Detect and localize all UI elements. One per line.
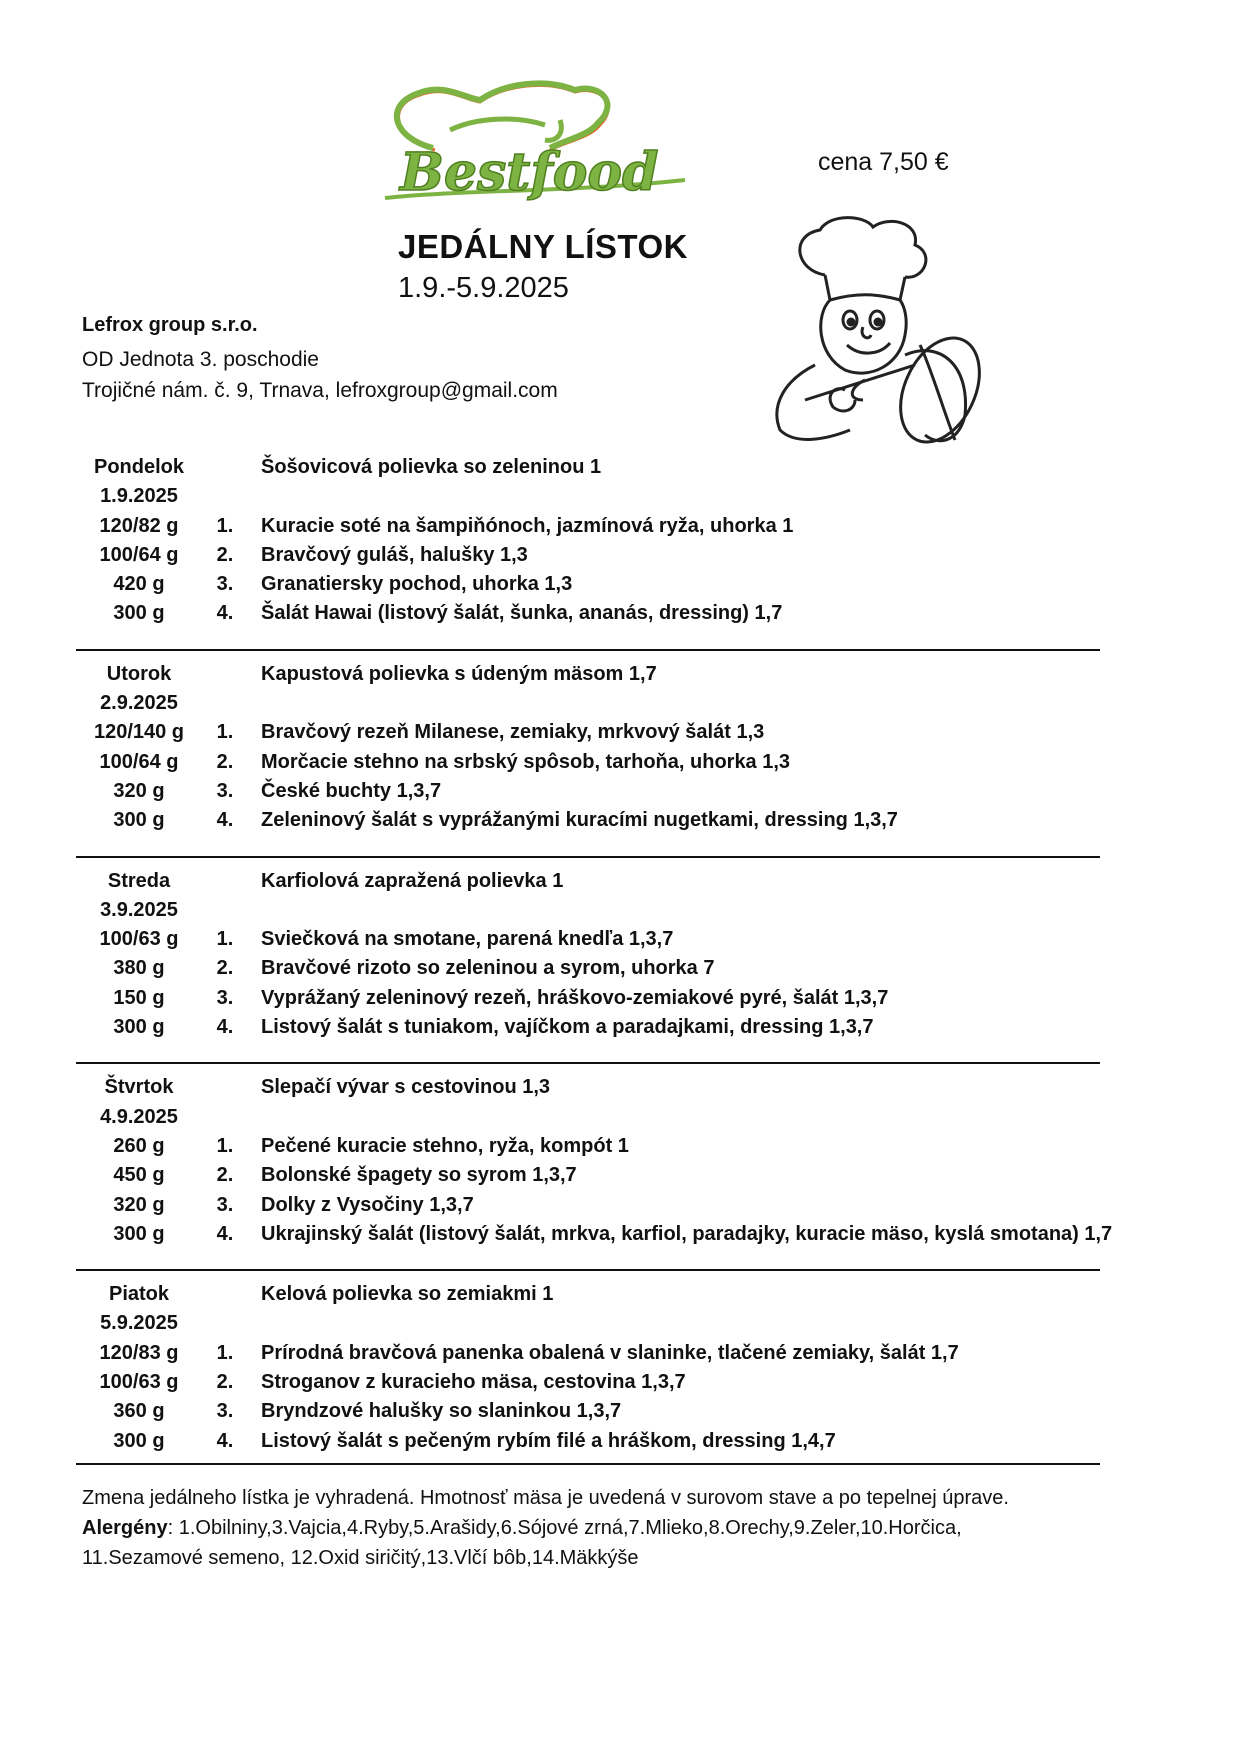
day-date-row xyxy=(76,1106,1100,1135)
allergens-list-1: : 1.Obilniny,3.Vajcia,4.Ryby,5.Arašidy,6.Sójové zrná,7.Mlieko,8.Orechy,9.Zeler,10.Horčica, xyxy=(167,1517,962,1539)
meal-number: 3. xyxy=(216,779,234,802)
meal-weight: 100/63 g xyxy=(99,928,179,951)
day-header-row xyxy=(76,663,1100,692)
meal-number: 2. xyxy=(216,1371,234,1394)
meal-dish: Stroganov z kuracieho mäsa, cestovina 1,3,7 xyxy=(261,1371,686,1394)
day-block xyxy=(76,456,1100,632)
menu-title: JEDÁLNY LÍSTOK xyxy=(398,228,688,265)
meal-number: 4. xyxy=(216,1222,234,1245)
chef-illustration xyxy=(755,215,1015,455)
meal-dish: Listový šalát s pečeným rybím filé a hráškom, dressing 1,4,7 xyxy=(261,1429,836,1452)
day-date-row xyxy=(76,485,1100,514)
day-date-row xyxy=(76,1312,1100,1341)
soup: Šošovicová polievka so zeleninou 1 xyxy=(261,456,602,478)
day-date: 2.9.2025 xyxy=(100,692,178,715)
meal-weight: 320 g xyxy=(113,779,165,802)
meal-row xyxy=(76,751,1100,780)
soup: Kapustová polievka s údeným mäsom 1,7 xyxy=(261,662,657,685)
meal-row xyxy=(76,1371,1100,1400)
meal-weight: 100/63 g xyxy=(99,1371,179,1394)
day-separator xyxy=(76,856,1100,858)
meal-weight: 120/82 g xyxy=(99,514,179,537)
price-label: cena 7,50 € xyxy=(818,148,949,176)
meal-dish: Zeleninový šalát s vyprážanými kuracími nugetkami, dressing 1,3,7 xyxy=(261,809,898,832)
company-name: Lefrox group s.r.o. xyxy=(82,314,258,336)
meal-weight: 320 g xyxy=(113,1193,165,1216)
day-date-row xyxy=(76,692,1100,721)
day-block xyxy=(76,663,1100,839)
meal-weight: 100/64 g xyxy=(99,543,179,566)
meal-number: 3. xyxy=(216,1193,234,1216)
meal-number: 4. xyxy=(216,809,234,832)
day-separator xyxy=(76,649,1100,651)
meal-weight: 300 g xyxy=(113,602,165,625)
meal-row xyxy=(76,721,1100,750)
meal-number: 3. xyxy=(216,1400,234,1423)
meal-dish: Bravčový rezeň Milanese, zemiaky, mrkvový šalát 1,3 xyxy=(261,721,765,744)
meal-row xyxy=(76,1164,1100,1193)
footer-note: Zmena jedálneho lístka je vyhradená. Hmotnosť mäsa je uvedená v surovom stave a po tepelnej úprave. xyxy=(82,1487,1009,1509)
meal-dish: Granatiersky pochod, uhorka 1,3 xyxy=(261,573,573,596)
meal-dish: České buchty 1,3,7 xyxy=(261,779,442,802)
meal-number: 1. xyxy=(216,928,234,951)
allergens-label: Alergény xyxy=(82,1517,168,1539)
meal-weight: 100/64 g xyxy=(99,750,179,773)
meal-number: 1. xyxy=(216,1341,234,1364)
day-name: Štvrtok xyxy=(104,1076,174,1099)
day-date: 5.9.2025 xyxy=(100,1312,178,1335)
meal-row xyxy=(76,515,1100,544)
meal-number: 2. xyxy=(216,543,234,566)
day-separator xyxy=(76,1269,1100,1271)
meal-row xyxy=(76,1400,1100,1429)
day-separator xyxy=(76,1463,1100,1465)
meal-dish: Bryndzové halušky so slaninkou 1,3,7 xyxy=(261,1400,622,1423)
day-header-row xyxy=(76,1076,1100,1105)
meal-row xyxy=(76,1194,1100,1223)
day-header-row xyxy=(76,1283,1100,1312)
meal-row xyxy=(76,957,1100,986)
soup: Karfiolová zapražená polievka 1 xyxy=(261,869,564,892)
meal-weight: 380 g xyxy=(113,957,165,980)
meal-row xyxy=(76,1430,1100,1459)
meal-row xyxy=(76,987,1100,1016)
meal-row xyxy=(76,809,1100,838)
meal-weight: 150 g xyxy=(113,986,165,1009)
meal-number: 4. xyxy=(216,602,234,625)
meal-weight: 120/140 g xyxy=(93,721,185,744)
meal-row xyxy=(76,1016,1100,1045)
meal-weight: 450 g xyxy=(113,1164,165,1187)
meal-row xyxy=(76,1135,1100,1164)
meal-dish: Sviečková na smotane, parená knedľa 1,3,7 xyxy=(261,928,674,951)
meal-number: 4. xyxy=(216,1016,234,1039)
meal-dish: Šalát Hawai (listový šalát, šunka, ananás, dressing) 1,7 xyxy=(261,602,783,625)
meal-row xyxy=(76,928,1100,957)
meal-weight: 260 g xyxy=(113,1134,165,1157)
meal-number: 2. xyxy=(216,1164,234,1187)
meal-row xyxy=(76,1342,1100,1371)
soup: Slepačí vývar s cestovinou 1,3 xyxy=(261,1076,551,1099)
menu-table xyxy=(76,456,1113,1465)
meal-dish: Bolonské špagety so syrom 1,3,7 xyxy=(261,1164,577,1187)
menu-dates: 1.9.-5.9.2025 xyxy=(398,272,569,304)
meal-dish: Kuracie soté na šampiňónoch, jazmínová ryža, uhorka 1 xyxy=(261,514,794,537)
meal-dish: Bravčové rizoto so zeleninou a syrom, uhorka 7 xyxy=(261,957,715,980)
bestfood-logo xyxy=(375,80,695,210)
day-block xyxy=(76,1283,1100,1459)
meal-weight: 300 g xyxy=(113,1429,165,1452)
meal-dish: Bravčový guláš, halušky 1,3 xyxy=(261,543,528,566)
meal-weight: 120/83 g xyxy=(99,1341,179,1364)
meal-weight: 300 g xyxy=(113,809,165,832)
meal-weight: 420 g xyxy=(113,573,165,596)
day-name: Pondelok xyxy=(93,456,184,478)
meal-row xyxy=(76,602,1100,631)
meal-number: 3. xyxy=(216,986,234,1009)
day-date: 4.9.2025 xyxy=(100,1105,178,1128)
meal-dish: Listový šalát s tuniakom, vajíčkom a paradajkami, dressing 1,3,7 xyxy=(261,1016,874,1039)
meal-dish: Morčacie stehno na srbský spôsob, tarhoňa, uhorka 1,3 xyxy=(261,750,791,773)
meal-row xyxy=(76,544,1100,573)
meal-dish: Vyprážaný zeleninový rezeň, hráškovo-zemiakové pyré, šalát 1,3,7 xyxy=(261,986,889,1009)
meal-dish: Ukrajinský šalát (listový šalát, mrkva, karfiol, paradajky, kuracie mäso, kyslá smotana) 1,7 xyxy=(261,1222,1113,1245)
day-name: Utorok xyxy=(106,662,172,685)
address-line-1: OD Jednota 3. poschodie xyxy=(82,348,319,371)
meal-number: 1. xyxy=(216,514,234,537)
day-header-row xyxy=(76,456,1100,485)
meal-dish: Pečené kuracie stehno, ryža, kompót 1 xyxy=(261,1134,629,1157)
address-line-2: Trojičné nám. č. 9, Trnava, lefroxgroup@gmail.com xyxy=(82,379,558,402)
day-date: 1.9.2025 xyxy=(100,485,178,508)
meal-number: 1. xyxy=(216,1134,234,1157)
meal-weight: 300 g xyxy=(113,1222,165,1245)
meal-row xyxy=(76,573,1100,602)
meal-weight: 360 g xyxy=(113,1400,165,1423)
day-block xyxy=(76,1076,1113,1252)
meal-dish: Prírodná bravčová panenka obalená v slaninke, tlačené zemiaky, šalát 1,7 xyxy=(261,1341,959,1364)
meal-number: 2. xyxy=(216,957,234,980)
day-header-row xyxy=(76,870,1100,899)
meal-number: 3. xyxy=(216,573,234,596)
soup: Kelová polievka so zemiakmi 1 xyxy=(261,1283,554,1306)
day-date: 3.9.2025 xyxy=(100,898,178,921)
day-block xyxy=(76,870,1100,1046)
day-date-row xyxy=(76,899,1100,928)
allergens-line-1 xyxy=(82,1517,962,1540)
logo-text: Bestfood xyxy=(400,142,659,203)
day-name: Piatok xyxy=(108,1283,170,1306)
meal-number: 4. xyxy=(216,1429,234,1452)
day-name: Streda xyxy=(107,869,171,892)
meal-weight: 300 g xyxy=(113,1016,165,1039)
day-separator xyxy=(76,1062,1100,1064)
meal-row xyxy=(76,1222,1113,1252)
meal-number: 1. xyxy=(216,721,234,744)
meal-number: 2. xyxy=(216,750,234,773)
allergens-line-2: 11.Sezamové semeno, 12.Oxid siričitý,13.Vlčí bôb,14.Mäkkýše xyxy=(82,1547,639,1569)
meal-dish: Dolky z Vysočiny 1,3,7 xyxy=(261,1193,474,1216)
meal-row xyxy=(76,780,1100,809)
